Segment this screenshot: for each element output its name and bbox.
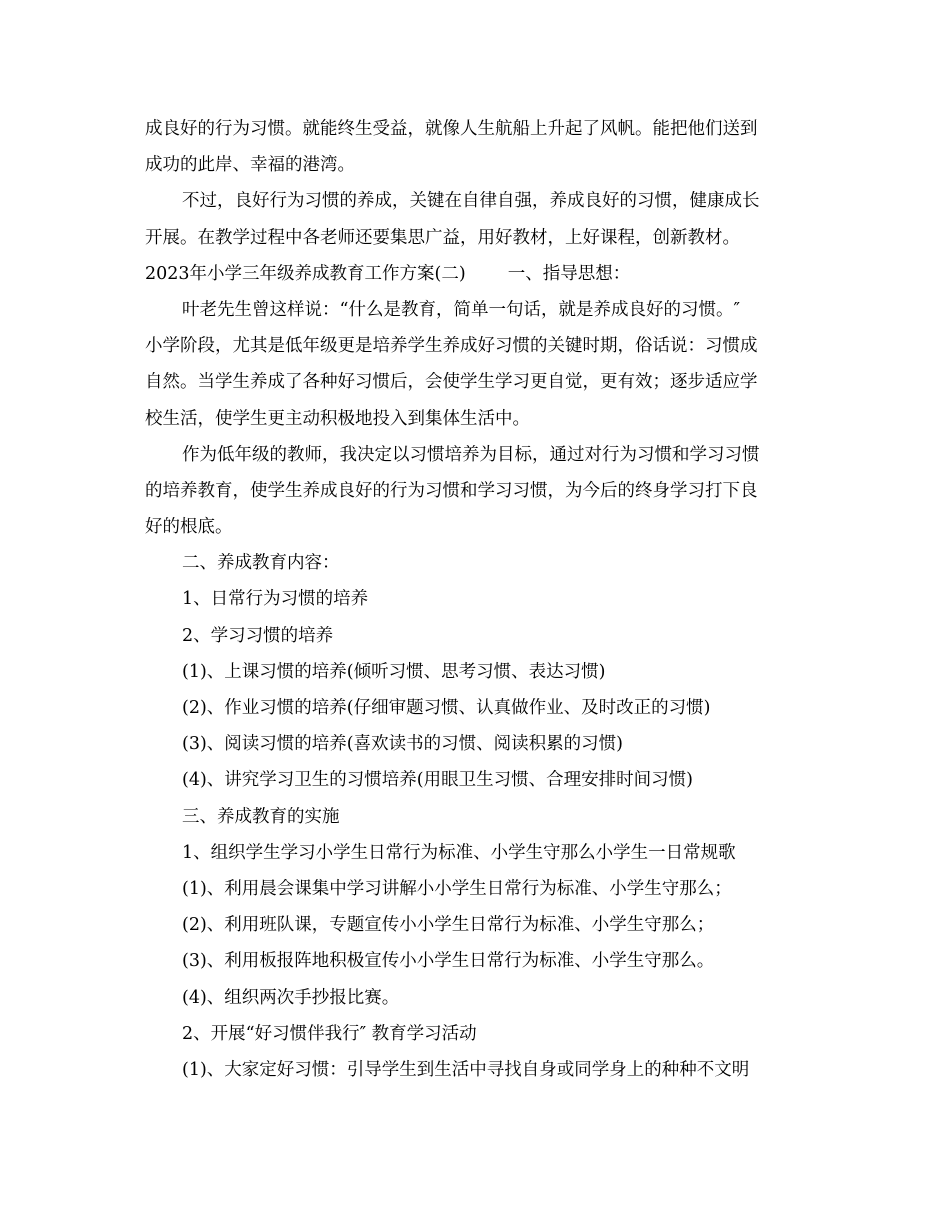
document-body <box>145 111 810 1088</box>
text-line: 自然。当学生养成了各种好习惯后，会使学生学习更自觉，更有效；逐步适应学 <box>145 372 758 393</box>
list-item: (2)、作业习惯的培养(仔细审题习惯、认真做作业、及时改正的习惯) <box>182 698 711 718</box>
list-item: (1)、大家定好习惯：引导学生到生活中寻找自身或同学身上的种种不文明 <box>182 1059 750 1080</box>
section-heading: 三、养成教育的实施 <box>182 806 340 827</box>
text-line: 小学阶段，尤其是低年级更是培养学生养成好习惯的关键时期，俗话说：习惯成 <box>145 336 758 357</box>
text-line: 叶老先生曾这样说：“什么是教育，简单一句话，就是养成良好的习惯。″ <box>182 299 740 320</box>
list-item: 2、开展“好习惯伴我行″ 教育学习活动 <box>182 1023 477 1044</box>
list-item: (1)、利用晨会课集中学习讲解小小学生日常行为标准、小学生守那么； <box>182 878 732 899</box>
section-heading: 二、养成教育内容： <box>182 553 340 574</box>
list-item: 2、学习习惯的培养 <box>182 625 334 646</box>
plan-title: 2023年小学三年级养成教育工作方案(二) <box>145 263 466 284</box>
text-line: 校生活，使学生更主动积极地投入到集体生活中。 <box>145 408 530 429</box>
text-line: 好的根底。 <box>145 517 233 538</box>
list-item: (2)、利用班队课，专题宣传小小学生日常行为标准、小学生守那么； <box>182 915 715 936</box>
text-line: 作为低年级的教师，我决定以习惯培养为目标，通过对行为习惯和学习习惯 <box>182 444 760 465</box>
text-line: 不过，良好行为习惯的养成，关键在自律自强，养成良好的习惯，健康成长 <box>182 191 760 212</box>
list-item: (3)、利用板报阵地积极宣传小小学生日常行为标准、小学生守那么。 <box>182 951 715 972</box>
list-item: 1、组织学生学习小学生日常行为标准、小学生守那么小学生一日常规歌 <box>182 842 736 863</box>
text-line: 的培养教育，使学生养成良好的行为习惯和学习习惯，为今后的终身学习打下良 <box>145 480 758 501</box>
list-item: (4)、讲究学习卫生的习惯培养(用眼卫生习惯、合理安排时间习惯) <box>182 770 693 791</box>
list-item: (1)、上课习惯的培养(倾听习惯、思考习惯、表达习惯) <box>182 661 606 682</box>
text-line: 成良好的行为习惯。就能终生受益，就像人生航船上升起了风帆。能把他们送到 <box>145 119 758 139</box>
text-line: 成功的此岸、幸福的港湾。 <box>145 155 355 176</box>
section-heading-line <box>145 256 810 292</box>
list-item: 1、日常行为习惯的培养 <box>182 589 369 610</box>
list-item: (3)、阅读习惯的培养(喜欢读书的习惯、阅读积累的习惯) <box>182 734 623 755</box>
list-item: (4)、组织两次手抄报比赛。 <box>182 987 400 1008</box>
text-line: 开展。在教学过程中各老师还要集思广益，用好教材，上好课程，创新教材。 <box>145 227 740 248</box>
section-heading: 一、指导思想： <box>507 263 631 284</box>
